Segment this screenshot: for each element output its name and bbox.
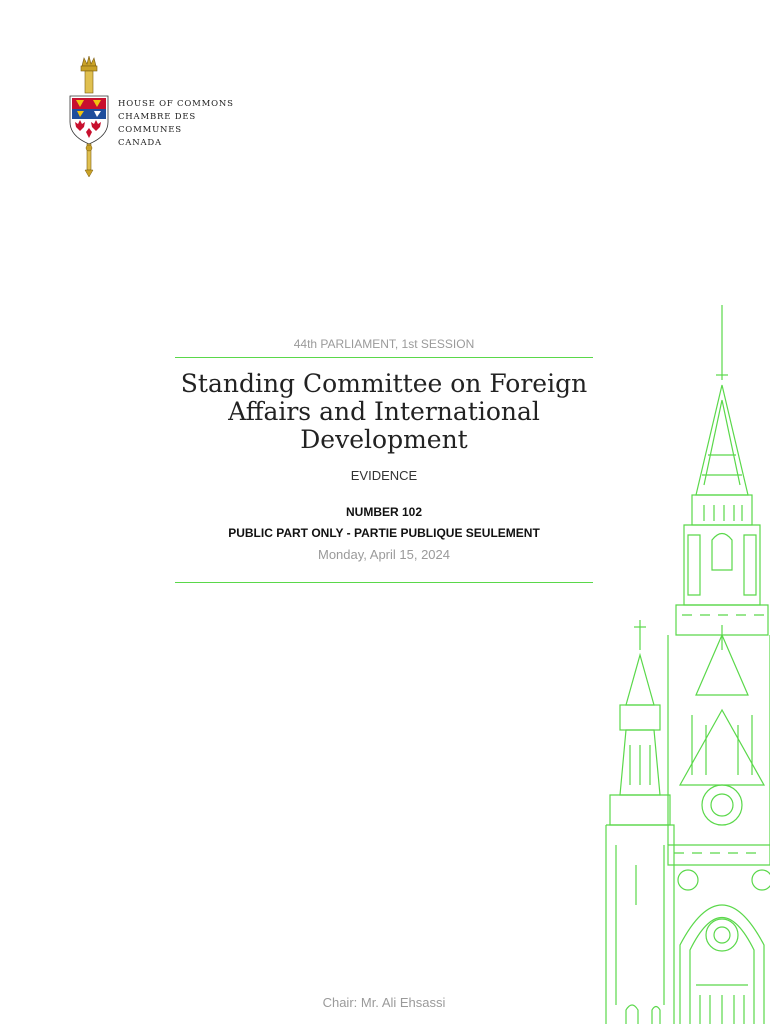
public-part-label: PUBLIC PART ONLY - PARTIE PUBLIQUE SEULEMENT: [228, 526, 540, 540]
mace-crest-icon: [68, 56, 110, 178]
meeting-date: Monday, April 15, 2024: [317, 547, 450, 562]
logo-line-1: HOUSE OF COMMONS: [118, 99, 234, 109]
evidence-label: EVIDENCE: [350, 468, 418, 483]
session-label: 44th PARLIAMENT, 1st SESSION: [293, 337, 475, 351]
top-divider: [175, 357, 593, 358]
meeting-number: NUMBER 102: [345, 505, 423, 519]
logo-line-3: CANADA: [118, 138, 162, 148]
committee-title: Standing Committee on Foreign Affairs and International Development: [180, 369, 588, 454]
peace-tower-illustration-icon: [596, 305, 770, 1024]
logo-wordmark: [118, 98, 248, 150]
committee-chair: Chair: Mr. Ali Ehsassi: [322, 995, 446, 1010]
house-of-commons-logo: [68, 56, 248, 178]
logo-line-2: CHAMBRE DES COMMUNES: [118, 112, 196, 135]
bottom-divider: [175, 582, 593, 583]
